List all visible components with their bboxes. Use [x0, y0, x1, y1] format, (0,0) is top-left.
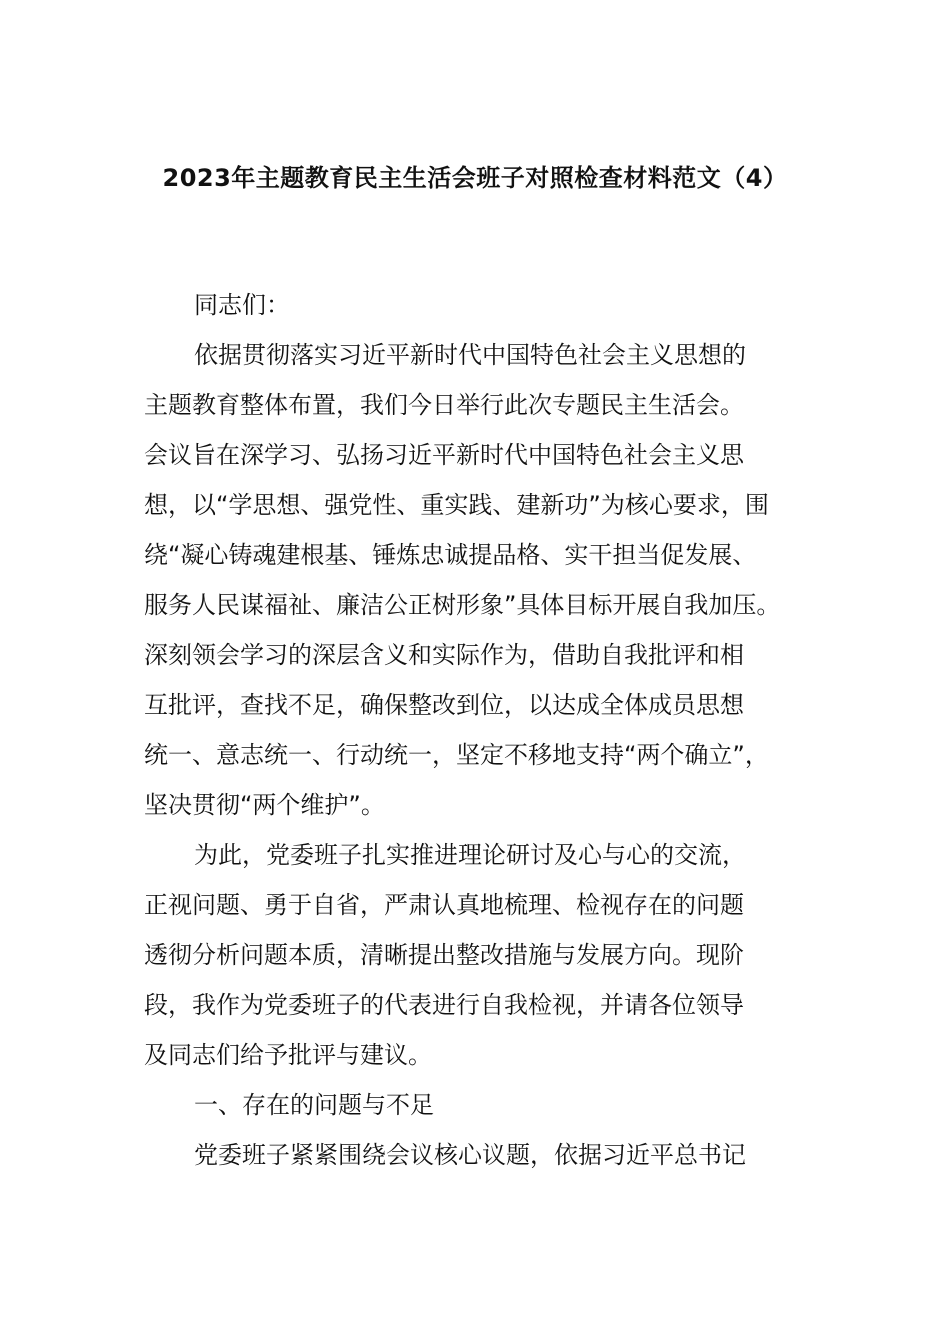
paragraph-intro — [144, 330, 816, 830]
document-title: 2023年主题教育民主生活会班子对照检查材料范文（4） — [162, 164, 788, 192]
text-line: 正视问题、勇于自省，严肃认真地梳理、检视存在的问题 — [144, 891, 744, 919]
text-line: 服务人民谋福祉、廉洁公正树形象”具体目标开展自我加压。 — [144, 591, 781, 619]
text-line: 坚决贯彻“两个维护”。 — [144, 791, 385, 819]
document-body — [144, 280, 816, 1180]
section-heading: 一、存在的问题与不足 — [194, 1091, 434, 1119]
text-line: 依据贯彻落实习近平新时代中国特色社会主义思想的 — [194, 341, 746, 369]
text-line: 会议旨在深学习、弘扬习近平新时代中国特色社会主义思 — [144, 441, 744, 469]
text-line: 段，我作为党委班子的代表进行自我检视，并请各位领导 — [144, 991, 744, 1019]
text-line: 透彻分析问题本质，清晰提出整改措施与发展方向。现阶 — [144, 941, 744, 969]
section-heading-issues — [144, 1080, 816, 1130]
text-line: 同志们： — [194, 291, 290, 319]
text-line: 为此，党委班子扎实推进理论研讨及心与心的交流， — [194, 841, 746, 869]
paragraph-issues — [144, 1130, 816, 1180]
text-line: 想，以“学思想、强党性、重实践、建新功”为核心要求，围 — [144, 491, 769, 519]
text-line: 深刻领会学习的深层含义和实际作为，借助自我批评和相 — [144, 641, 744, 669]
text-line: 主题教育整体布置，我们今日举行此次专题民主生活会。 — [144, 391, 744, 419]
text-line: 党委班子紧紧围绕会议核心议题，依据习近平总书记 — [194, 1141, 746, 1169]
paragraph-purpose — [144, 830, 816, 1080]
text-line: 绕“凝心铸魂建根基、锤炼忠诚提品格、实干担当促发展、 — [144, 541, 757, 569]
text-line: 统一、意志统一、行动统一，坚定不移地支持“两个确立”， — [144, 741, 769, 769]
text-line: 互批评，查找不足，确保整改到位，以达成全体成员思想 — [144, 691, 744, 719]
text-line: 及同志们给予批评与建议。 — [144, 1041, 432, 1069]
paragraph-salutation — [144, 280, 816, 330]
